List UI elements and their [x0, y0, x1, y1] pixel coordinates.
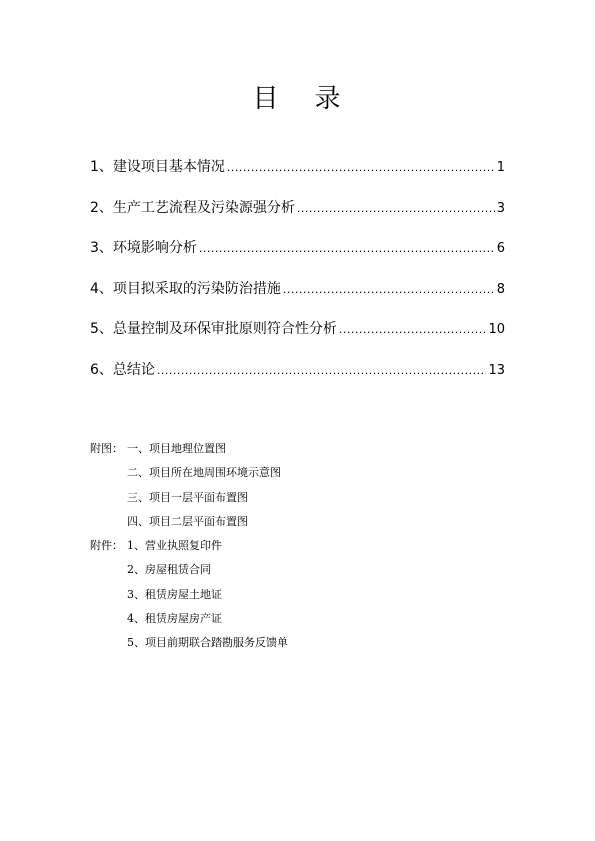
attachment-item-label: 2、房屋租赁合同	[127, 563, 211, 577]
toc-entry[interactable]	[90, 278, 505, 319]
toc-title-char-2: 录	[314, 84, 343, 114]
toc-entry-page: 3	[496, 200, 505, 216]
figure-item-label: 三、项目一层平面布置图	[127, 490, 248, 504]
toc-entry-page: 6	[496, 241, 505, 256]
attachment-item	[90, 587, 510, 611]
attachments-heading: 附件：	[90, 539, 123, 553]
toc-entry-page: 13	[488, 362, 505, 378]
appendix-list	[90, 441, 510, 660]
toc-entry[interactable]	[90, 237, 505, 278]
attachment-item	[90, 562, 510, 586]
toc-entry[interactable]	[90, 359, 505, 400]
toc-entry-label: 2、生产工艺流程及污染源强分析	[90, 199, 295, 216]
toc-entry-page: 10	[488, 322, 505, 337]
figures-heading: 附图：	[90, 442, 123, 455]
toc-entry-label: 1、建设项目基本情况	[90, 159, 225, 175]
dot-leader	[297, 202, 495, 215]
dot-leader	[157, 364, 487, 377]
toc-entry-page: 1	[496, 160, 505, 175]
toc-entry[interactable]	[90, 156, 505, 197]
toc-entry-page: 8	[496, 281, 505, 297]
dot-leader	[227, 161, 495, 174]
dot-leader	[283, 283, 495, 296]
toc-list	[90, 156, 505, 399]
attachment-item	[90, 635, 510, 659]
toc-title-char-1: 目	[252, 84, 281, 114]
attachment-item-label: 4、租赁房屋房产证	[127, 612, 222, 626]
toc-entry-label: 5、总量控制及环保审批原则符合性分析	[90, 321, 337, 337]
attachment-item	[90, 611, 510, 635]
toc-entry[interactable]	[90, 318, 505, 359]
dot-leader	[199, 242, 495, 255]
attachment-item-label: 3、租赁房屋土地证	[127, 587, 222, 601]
figure-item	[90, 465, 510, 489]
figure-item	[90, 514, 510, 538]
figure-item	[90, 441, 510, 465]
attachment-item-label: 1、营业执照复印件	[127, 539, 222, 553]
dot-leader	[339, 323, 487, 336]
toc-entry-label: 4、项目拟采取的污染防治措施	[90, 280, 281, 297]
toc-entry-label: 3、环境影响分析	[90, 240, 197, 256]
attachment-item	[90, 538, 510, 562]
figure-item-label: 四、项目二层平面布置图	[127, 514, 248, 528]
figure-item	[90, 490, 510, 514]
attachment-item-label: 5、项目前期联合踏勘服务反馈单	[127, 636, 288, 650]
figure-item-label: 一、项目地理位置图	[127, 442, 226, 455]
toc-entry[interactable]	[90, 197, 505, 238]
toc-entry-label: 6、总结论	[90, 361, 155, 378]
figure-item-label: 二、项目所在地周围环境示意图	[127, 466, 281, 480]
toc-title	[0, 78, 595, 115]
